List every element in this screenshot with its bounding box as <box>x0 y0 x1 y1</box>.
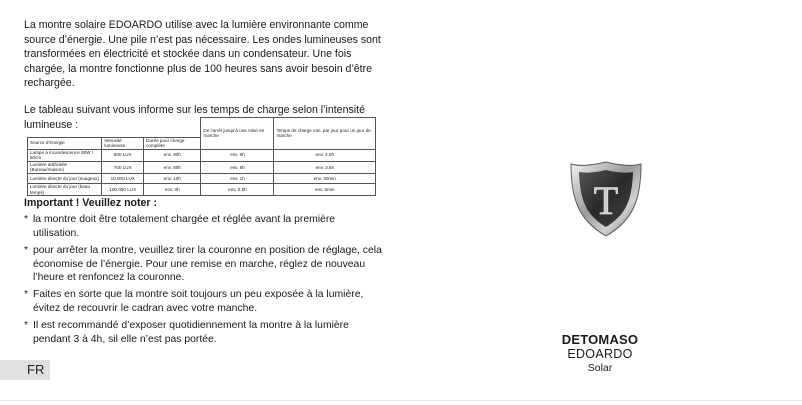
important-notes <box>24 197 384 350</box>
table-cell-min-time: env. 5min <box>274 184 376 196</box>
table-cell-min-time: env. 4.0h <box>274 149 376 161</box>
table-cell-source: Lampe à incandescence 60W / 60cm <box>28 149 102 161</box>
table-header-blank <box>28 118 102 138</box>
table-cell-from-stop: env. 0,5h <box>201 184 274 196</box>
table-row <box>28 174 376 184</box>
table-header-blank <box>102 118 144 138</box>
note-item: * la montre doit être totalement chargée et réglée avant la première utilisation. <box>24 213 384 240</box>
table-header-from-stop: De l’arrêt jusqu’à une mise en marche <box>201 118 274 150</box>
table-row <box>28 161 376 173</box>
table-cell-source: Lumière directe du jour (beau temps) <box>28 184 102 196</box>
table-header-row-top <box>28 118 376 138</box>
table-cell-from-stop: env. 8h <box>201 161 274 173</box>
brand-type: Solar <box>587 362 613 374</box>
table-cell-full-charge: env. 10h <box>144 174 201 184</box>
table-header-full-charge: Durée pour charge complète <box>144 137 201 149</box>
table-header-blank <box>144 118 201 138</box>
intro-paragraph-1: La montre solaire EDOARDO utilise avec la lumière environnante comme source d’énergie. Une pile n’est pas nécessaire. Les ondes lumineuses sont transformées en électricité et stockée dans un condensateur. Une fois chargée, la montre fonctionne plus de 100 heures sans avoir besoin d’être rechargée. <box>24 19 381 90</box>
table-header-intensity: Intensité lumineuse <box>102 137 144 149</box>
table-cell-min-time: env. 3,5h <box>274 161 376 173</box>
table-cell-source: Lumière directe du jour (nuageux) <box>28 174 102 184</box>
table-cell-min-time: env. 30min <box>274 174 376 184</box>
table-header-source: Source d’énergie <box>28 137 102 149</box>
table-row <box>28 149 376 161</box>
intro-paragraph-2: Le tableau suivant vous informe sur les temps de charge selon l’intensité lumineuse : <box>24 103 365 131</box>
table-cell-from-stop: env. 1h <box>201 174 274 184</box>
brand-name: DETOMASO <box>561 332 639 347</box>
table-cell-full-charge: env. 90h <box>144 149 201 161</box>
note-item: * Il est recommandé d’exposer quotidiennement la montre à la lumière pendant 3 à 4h, sil elle n’est pas portée. <box>24 319 384 346</box>
detomaso-shield-logo <box>568 160 644 238</box>
shield-letter: T <box>593 178 619 223</box>
table-header-min-time: Temps de charge min. par jour pour un jour de marche <box>274 118 376 150</box>
notes-list <box>24 213 384 346</box>
table-cell-intensity: 700 LUX <box>102 161 144 173</box>
table-cell-intensity: 500 LUX <box>102 149 144 161</box>
page-bottom-divider <box>0 400 802 401</box>
table-row <box>28 184 376 196</box>
note-item: * Faites en sorte que la montre soit toujours un peu exposée à la lumière, évitez de recouvrir le cadran avec votre manche. <box>24 288 384 315</box>
brand-model: EDOARDO <box>567 347 633 361</box>
table-cell-from-stop: env. 9h <box>201 149 274 161</box>
charge-time-table <box>27 117 376 196</box>
notes-title: Important ! Veuillez noter : <box>24 197 158 209</box>
table-cell-full-charge: env. 3h <box>144 184 201 196</box>
language-label: FR <box>0 360 50 380</box>
intro-text <box>24 18 394 132</box>
table-cell-source: Lumière artificielle (Bureau/maison) <box>28 161 102 173</box>
note-item: * pour arrêter la montre, veuillez tirer la couronne en position de réglage, cela économise de l’énergie. Pour une remise en marche, réglez de nouveau l’heure et renfoncez la couronne. <box>24 244 384 284</box>
table-cell-intensity: 100.000 LUX <box>102 184 144 196</box>
brand-block <box>545 332 655 375</box>
table-cell-full-charge: env. 80h <box>144 161 201 173</box>
table-cell-intensity: 10.000 LUX <box>102 174 144 184</box>
